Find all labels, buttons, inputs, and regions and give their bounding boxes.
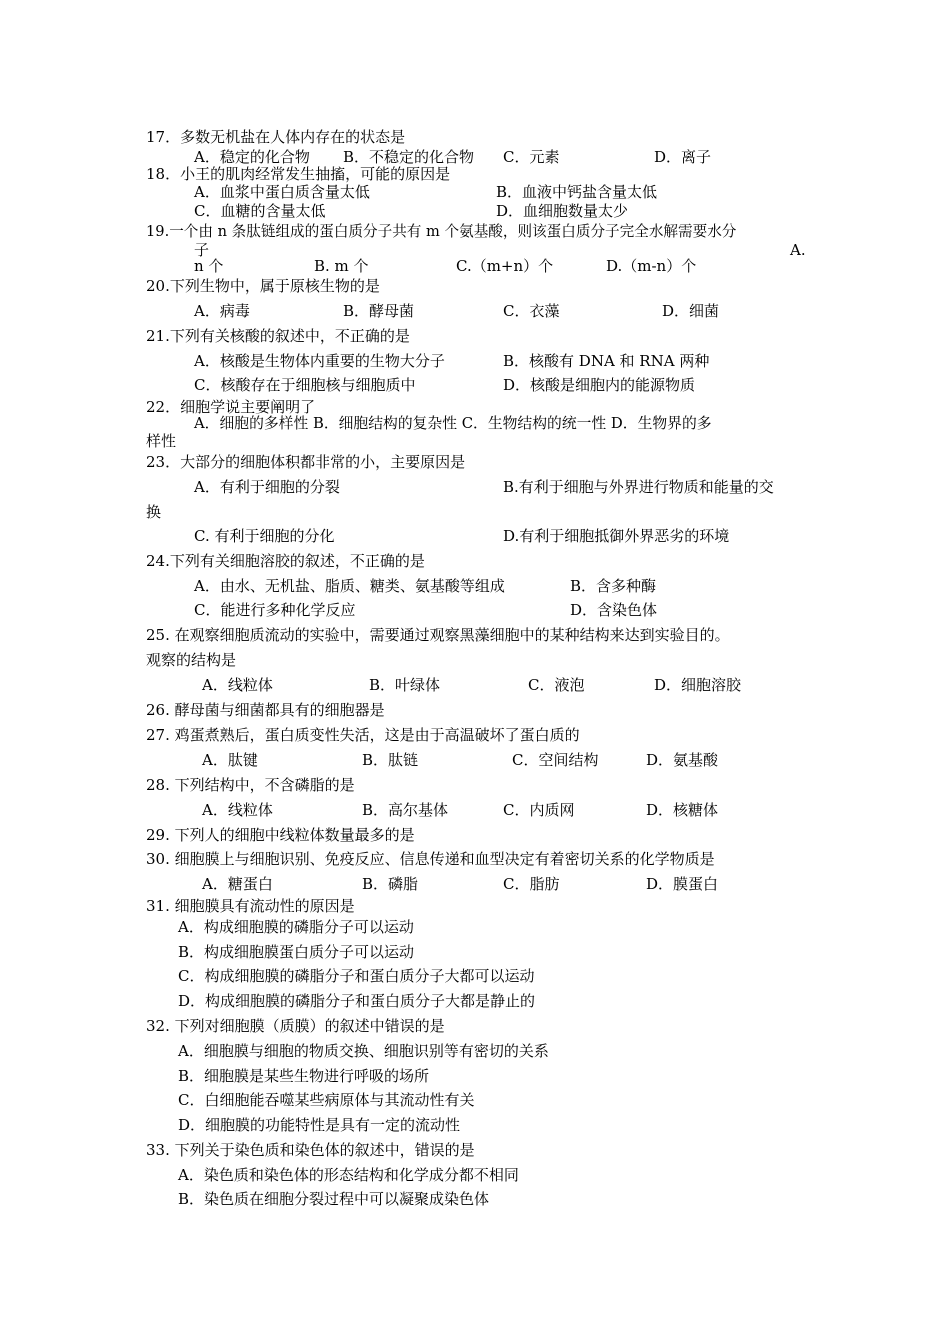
q30-option-a: A．糖蛋白	[202, 875, 273, 893]
q23-option-b-cont: 换	[146, 503, 162, 521]
q26-stem: 26. 酵母菌与细菌都具有的细胞器是	[146, 701, 385, 719]
q27-option-b: B．肽链	[362, 751, 419, 769]
q24-option-b: B．含多种酶	[570, 577, 657, 595]
q20-option-b: B．酵母菌	[343, 302, 415, 320]
q20-option-c: C．衣藻	[503, 302, 560, 320]
q30-option-d: D．膜蛋白	[646, 875, 719, 893]
q28-option-b: B．高尔基体	[362, 801, 449, 819]
q25-option-b: B．叶绿体	[369, 676, 441, 694]
q25-stem-cont: 观察的结构是	[146, 651, 237, 669]
q19-option-b: B. m 个	[314, 257, 369, 275]
q25-option-a: A．线粒体	[202, 676, 273, 694]
q21-option-a: A．核酸是生物体内重要的生物大分子	[194, 352, 445, 370]
q31-option-a: A．构成细胞膜的磷脂分子可以运动	[178, 918, 414, 936]
q20-stem: 20.下列生物中，属于原核生物的是	[146, 277, 380, 295]
q28-option-d: D．核糖体	[646, 801, 719, 819]
q23-option-a: A．有利于细胞的分裂	[194, 478, 340, 496]
q27-stem: 27. 鸡蛋煮熟后，蛋白质变性失活，这是由于高温破坏了蛋白质的	[146, 726, 580, 744]
q17-option-c: C．元素	[503, 148, 560, 166]
q28-stem: 28. 下列结构中，不含磷脂的是	[146, 776, 355, 794]
q22-options: A．细胞的多样性 B．细胞结构的复杂性 C．生物结构的统一性 D．生物界的多	[194, 415, 712, 432]
q31-option-c: C．构成细胞膜的磷脂分子和蛋白质分子大都可以运动	[178, 967, 535, 985]
q23-option-b: B.有利于细胞与外界进行物质和能量的交	[503, 478, 774, 496]
q20-option-a: A．病毒	[194, 302, 250, 320]
q21-option-d: D．核酸是细胞内的能源物质	[503, 376, 696, 394]
q19-stem-cont: 子	[194, 241, 210, 259]
q32-option-b: B．细胞膜是某些生物进行呼吸的场所	[178, 1067, 430, 1085]
q24-option-d: D．含染色体	[570, 601, 658, 619]
q30-stem: 30. 细胞膜上与细胞识别、免疫反应、信息传递和血型决定有着密切关系的化学物质是	[146, 850, 715, 868]
q30-option-b: B．磷脂	[362, 875, 419, 893]
q19-option-a: n 个	[194, 257, 224, 275]
q33-option-b: B．染色质在细胞分裂过程中可以凝聚成染色体	[178, 1190, 490, 1208]
q33-option-a: A．染色质和染色体的形态结构和化学成分都不相同	[178, 1166, 519, 1184]
q18-option-b: B．血液中钙盐含量太低	[496, 183, 658, 201]
q23-option-d: D.有利于细胞抵御外界恶劣的环境	[503, 527, 730, 545]
q18-option-a: A．血浆中蛋白质含量太低	[194, 183, 370, 201]
q17-stem: 17．多数无机盐在人体内存在的状态是	[146, 128, 406, 146]
q17-option-a: A．稳定的化合物	[194, 148, 310, 166]
q18-option-c: C．血糖的含量太低	[194, 202, 326, 220]
q19-option-d: D.（m-n）个	[606, 257, 697, 275]
q27-option-c: C．空间结构	[512, 751, 599, 769]
q29-stem: 29. 下列人的细胞中线粒体数量最多的是	[146, 826, 415, 844]
q31-option-b: B．构成细胞膜蛋白质分子可以运动	[178, 943, 415, 961]
q28-option-a: A．线粒体	[202, 801, 273, 819]
q24-option-a: A．由水、无机盐、脂质、糖类、氨基酸等组成	[194, 577, 505, 595]
q21-option-b: B．核酸有 DNA 和 RNA 两种	[503, 352, 710, 370]
q17-option-d: D．离子	[654, 148, 712, 166]
q31-option-d: D．构成细胞膜的磷脂分子和蛋白质分子大都是静止的	[178, 992, 536, 1010]
q25-option-d: D．细胞溶胶	[654, 676, 742, 694]
q22-stem: 22．细胞学说主要阐明了	[146, 398, 316, 416]
q19-option-a-label: A.	[790, 241, 806, 259]
q25-stem: 25. 在观察细胞质流动的实验中，需要通过观察黑藻细胞中的某种结构来达到实验目的。	[146, 626, 730, 644]
q32-option-d: D．细胞膜的功能特性是具有一定的流动性	[178, 1116, 461, 1134]
q18-stem: 18．小王的肌肉经常发生抽搐，可能的原因是	[146, 165, 451, 183]
q24-option-c: C．能进行多种化学反应	[194, 601, 356, 619]
q28-option-c: C．内质网	[503, 801, 575, 819]
q31-stem: 31. 细胞膜具有流动性的原因是	[146, 897, 355, 915]
q33-stem: 33. 下列关于染色质和染色体的叙述中，错误的是	[146, 1141, 475, 1159]
q27-option-d: D．氨基酸	[646, 751, 719, 769]
q32-stem: 32. 下列对细胞膜（质膜）的叙述中错误的是	[146, 1017, 445, 1035]
q23-option-c: C. 有利于细胞的分化	[194, 527, 335, 545]
q23-stem: 23．大部分的细胞体积都非常的小，主要原因是	[146, 453, 466, 471]
q18-option-d: D．血细胞数量太少	[496, 202, 629, 220]
q24-stem: 24.下列有关细胞溶胶的叙述，不正确的是	[146, 552, 425, 570]
q19-option-c: C.（m+n）个	[456, 257, 554, 275]
q30-option-c: C．脂肪	[503, 875, 560, 893]
q17-option-b: B．不稳定的化合物	[343, 148, 475, 166]
q32-option-a: A．细胞膜与细胞的物质交换、细胞识别等有密切的关系	[178, 1042, 549, 1060]
q32-option-c: C．白细胞能吞噬某些病原体与其流动性有关	[178, 1091, 475, 1109]
q20-option-d: D．细菌	[662, 302, 720, 320]
q27-option-a: A．肽键	[202, 751, 258, 769]
q25-option-c: C．液泡	[528, 676, 585, 694]
q21-stem: 21.下列有关核酸的叙述中，不正确的是	[146, 327, 410, 345]
q19-stem: 19.一个由 n 条肽链组成的蛋白质分子共有 m 个氨基酸，则该蛋白质分子完全水解需要水分	[146, 223, 737, 240]
q21-option-c: C．核酸存在于细胞核与细胞质中	[194, 376, 416, 394]
q22-options-cont: 样性	[146, 432, 177, 450]
